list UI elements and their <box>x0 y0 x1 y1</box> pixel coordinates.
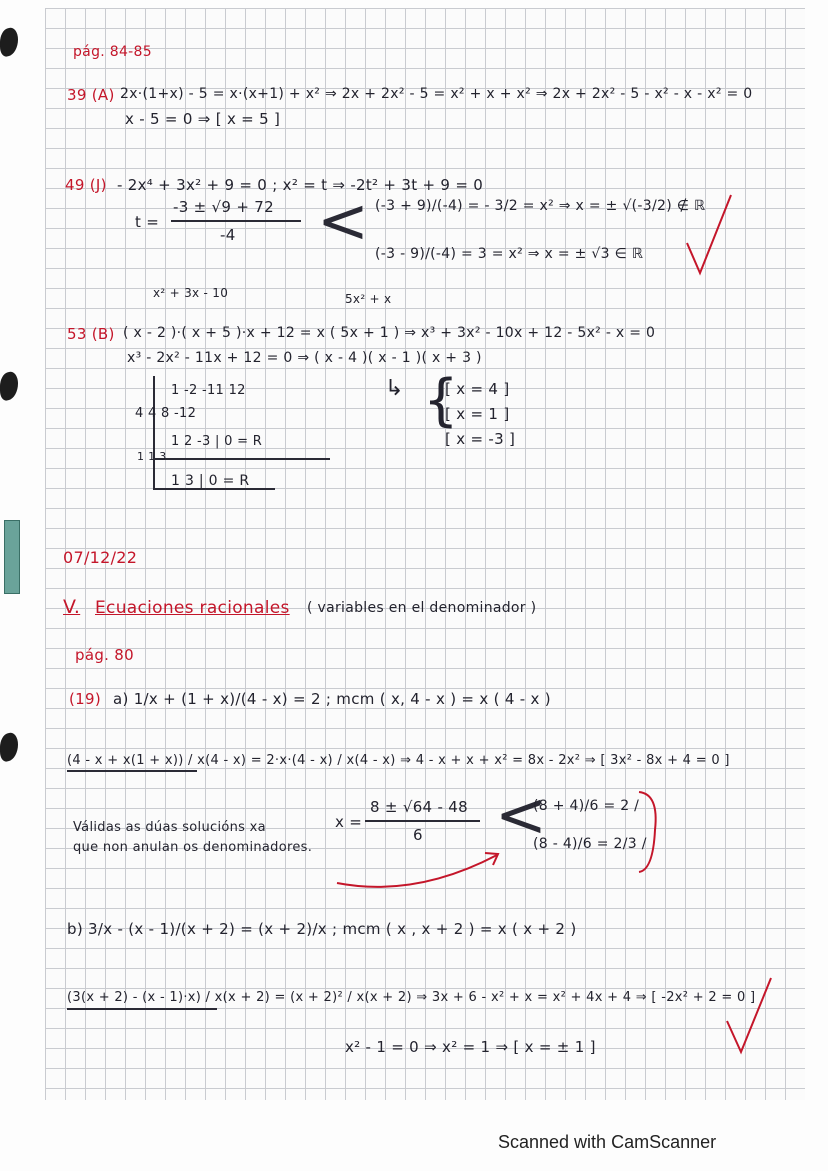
section-title: Ecuaciones racionales <box>95 598 290 618</box>
branch-line: (-3 + 9)/(-4) = - 3/2 = x² ⇒ x = ± √(-3/2) ∉ ℝ <box>375 198 706 214</box>
root: [ x = 4 ] <box>445 380 510 398</box>
fraction-bar <box>67 770 197 772</box>
brace-icon: { <box>423 368 459 433</box>
exercise-number: 39 (A) <box>67 86 115 104</box>
branch-bracket: < <box>495 778 547 851</box>
equation-label: x = <box>335 813 363 831</box>
equation-line: a) 1/x + (1 + x)/(4 - x) = 2 ; mcm ( x, 4 - x ) = x ( 4 - x ) <box>113 690 551 708</box>
fraction-numerator: -3 ± √9 + 72 <box>173 198 274 216</box>
exercise-number: 53 (B) <box>67 325 115 343</box>
ruffini-row: 1 3 | 0 = R <box>171 473 250 489</box>
note-text: Válidas as dúas solucións xa <box>73 820 266 835</box>
arrow-icon: ↳ <box>385 376 404 401</box>
equation-label: t = <box>135 213 160 231</box>
fraction-bar <box>171 220 301 222</box>
exercise-number: 49 (J) <box>65 176 107 194</box>
ruffini-row: 1 2 -3 | 0 = R <box>171 434 263 449</box>
red-checkmark <box>725 976 775 1056</box>
section-number: V. <box>63 596 81 618</box>
binder-hole <box>0 731 18 764</box>
fraction-denominator: -4 <box>220 226 236 244</box>
side-sticker <box>4 520 20 594</box>
equation-line: x - 5 = 0 ⇒ [ x = 5 ] <box>125 110 281 128</box>
binder-hole <box>0 370 18 403</box>
equation-line: - 2x⁴ + 3x² + 9 = 0 ; x² = t ⇒ -2t² + 3t + 9 = 0 <box>117 176 484 194</box>
note-text: que non anulan os denominadores. <box>73 840 313 855</box>
grid-paper <box>45 8 805 1100</box>
page-reference: pág. 80 <box>75 646 134 664</box>
equation-line: (3(x + 2) - (x - 1)·x) / x(x + 2) = (x + 2)² / x(x + 2) ⇒ 3x + 6 - x² + x = x² + 4x + 4 ⇒ [ -2x² + 2 = 0 ] <box>67 990 756 1005</box>
ruffini-row: 1 -2 -11 12 <box>171 383 246 398</box>
exercise-number: (19) <box>69 690 101 708</box>
solution: (8 + 4)/6 = 2 / <box>533 798 640 814</box>
date: 07/12/22 <box>63 548 138 567</box>
equation-line: b) 3/x - (x - 1)/(x + 2) = (x + 2)/x ; mcm ( x , x + 2 ) = x ( x + 2 ) <box>67 920 577 938</box>
red-bracket <box>635 790 665 875</box>
equation-line: ( x - 2 )·( x + 5 )·x + 12 = x ( 5x + 1 ) ⇒ x³ + 3x² - 10x + 12 - 5x² - x = 0 <box>123 325 656 341</box>
page-reference: pág. 84-85 <box>73 44 152 60</box>
equation-line: x² - 1 = 0 ⇒ x² = 1 ⇒ [ x = ± 1 ] <box>345 1038 596 1056</box>
branch-bracket: < <box>317 184 369 257</box>
equation-line: 2x·(1+x) - 5 = x·(x+1) + x² ⇒ 2x + 2x² - 5 = x² + x + x² ⇒ 2x + 2x² - 5 - x² - x - x² = 0 <box>120 86 753 102</box>
section-note: ( variables en el denominador ) <box>307 600 537 616</box>
binder-hole <box>0 26 18 59</box>
ruffini-row: 4 4 8 -12 <box>135 406 197 421</box>
fraction-bar <box>67 1008 217 1010</box>
annotation: 5x² + x <box>345 292 392 306</box>
solution: (8 - 4)/6 = 2/3 / <box>533 836 647 852</box>
annotation: x² + 3x - 10 <box>153 286 229 300</box>
ruffini-row: 1 1 3 <box>137 450 167 463</box>
root: [ x = -3 ] <box>445 430 516 448</box>
fraction-numerator: 8 ± √64 - 48 <box>370 798 468 816</box>
equation-line: x³ - 2x² - 11x + 12 = 0 ⇒ ( x - 4 )( x - 1 )( x + 3 ) <box>127 350 482 366</box>
equation-line: (4 - x + x(1 + x)) / x(4 - x) = 2·x·(4 - x) / x(4 - x) ⇒ 4 - x + x + x² = 8x - 2x² ⇒ [ 3x² - 8x + 4 = 0 ] <box>67 753 730 768</box>
scanner-watermark: Scanned with CamScanner <box>498 1132 717 1152</box>
fraction-denominator: 6 <box>413 826 423 844</box>
red-checkmark <box>685 193 735 278</box>
branch-line: (-3 - 9)/(-4) = 3 = x² ⇒ x = ± √3 ∈ ℝ <box>375 246 644 262</box>
fraction-bar <box>365 820 480 822</box>
red-arrow <box>335 843 505 893</box>
root: [ x = 1 ] <box>445 405 510 423</box>
